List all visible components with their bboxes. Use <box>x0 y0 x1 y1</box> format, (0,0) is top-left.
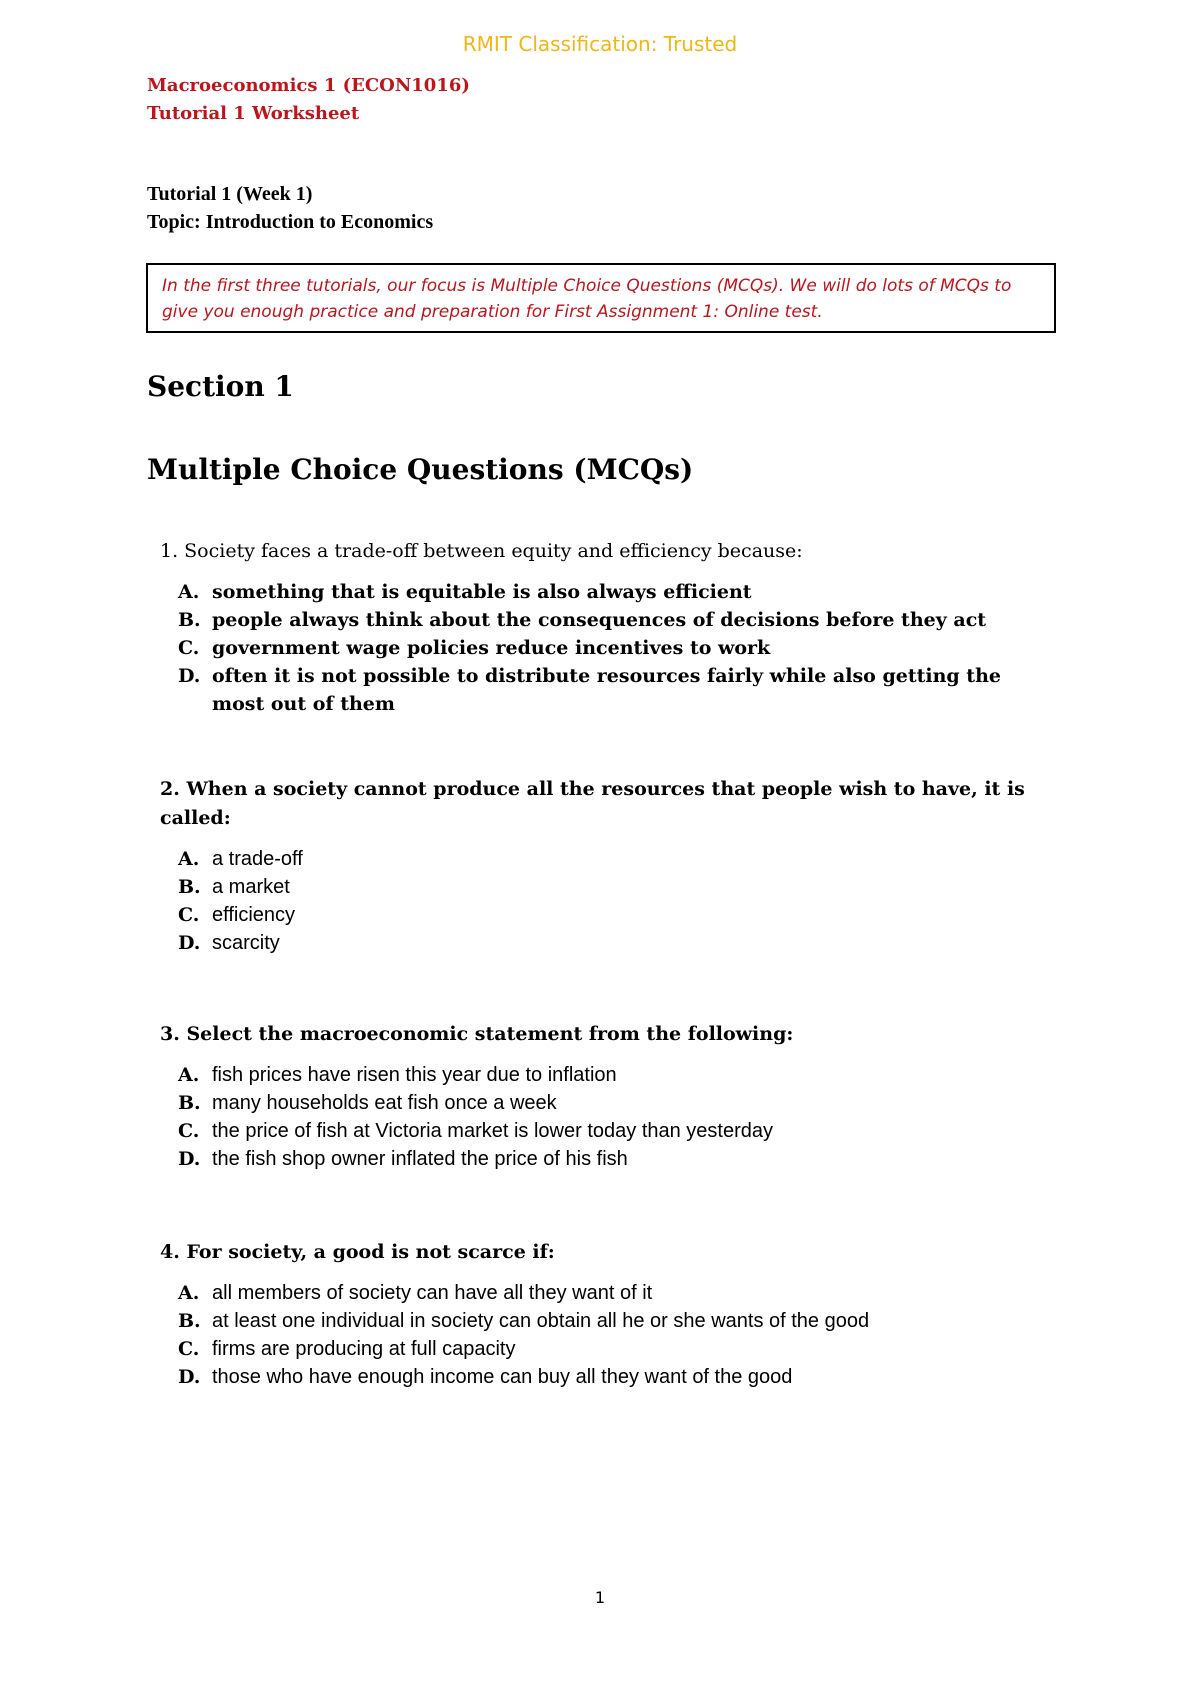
question-text: 3. Select the macroeconomic statement from the following: <box>160 1023 794 1045</box>
question-4 <box>160 1238 1040 1391</box>
question-1 <box>160 537 1040 718</box>
section-subtitle: Multiple Choice Questions (MCQs) <box>147 453 694 486</box>
tutorial-info <box>147 180 433 236</box>
option-a: A. fish prices have risen this year due to inflation <box>178 1064 617 1086</box>
question-text: 2. When a society cannot produce all the resources that people wish to have, it is called: <box>160 778 1025 829</box>
options-list <box>160 1279 1040 1391</box>
option-c: C. firms are producing at full capacity <box>178 1338 516 1360</box>
option-a: A. all members of society can have all they want of it <box>178 1282 653 1304</box>
section-title: Section 1 <box>147 370 294 403</box>
course-title: Macroeconomics 1 (ECON1016) <box>147 75 470 96</box>
question-text: 4. For society, a good is not scarce if: <box>160 1241 555 1263</box>
option-b: B. at least one individual in society can obtain all he or she wants of the good <box>178 1310 870 1332</box>
option-d: D. often it is not possible to distribute resources fairly while also getting the most out of them <box>178 665 1001 715</box>
option-d: D. the fish shop owner inflated the price of his fish <box>178 1148 628 1170</box>
option-a: A. something that is equitable is also always efficient <box>178 581 752 603</box>
option-b: B. people always think about the consequences of decisions before they act <box>178 609 987 631</box>
question-text: 1. Society faces a trade-off between equity and efficiency because: <box>160 540 803 562</box>
option-b: B. a market <box>178 876 290 898</box>
option-b: B. many households eat fish once a week <box>178 1092 557 1114</box>
question-3 <box>160 1020 1040 1173</box>
option-c: C. efficiency <box>178 904 296 926</box>
option-c: C. the price of fish at Victoria market is lower today than yesterday <box>178 1120 774 1142</box>
worksheet-title: Tutorial 1 Worksheet <box>147 103 360 124</box>
option-d: D. those who have enough income can buy all they want of the good <box>178 1366 793 1388</box>
options-list <box>160 578 1040 718</box>
tutorial-topic: Topic: Introduction to Economics <box>147 211 434 233</box>
options-list <box>160 845 1040 957</box>
options-list <box>160 1061 1040 1173</box>
page-number: 1 <box>594 1588 606 1607</box>
option-a: A. a trade-off <box>178 848 303 870</box>
course-heading <box>147 72 470 128</box>
option-c: C. government wage policies reduce incentives to work <box>178 637 771 659</box>
focus-note-box: In the first three tutorials, our focus is Multiple Choice Questions (MCQs). We will do lots of MCQs to give you enough practice and preparation for First Assignment 1: Online test. <box>146 263 1056 333</box>
question-2 <box>160 775 1040 957</box>
tutorial-label: Tutorial 1 (Week 1) <box>147 183 313 205</box>
option-d: D. scarcity <box>178 932 280 954</box>
classification-header: RMIT Classification: Trusted <box>462 32 738 56</box>
